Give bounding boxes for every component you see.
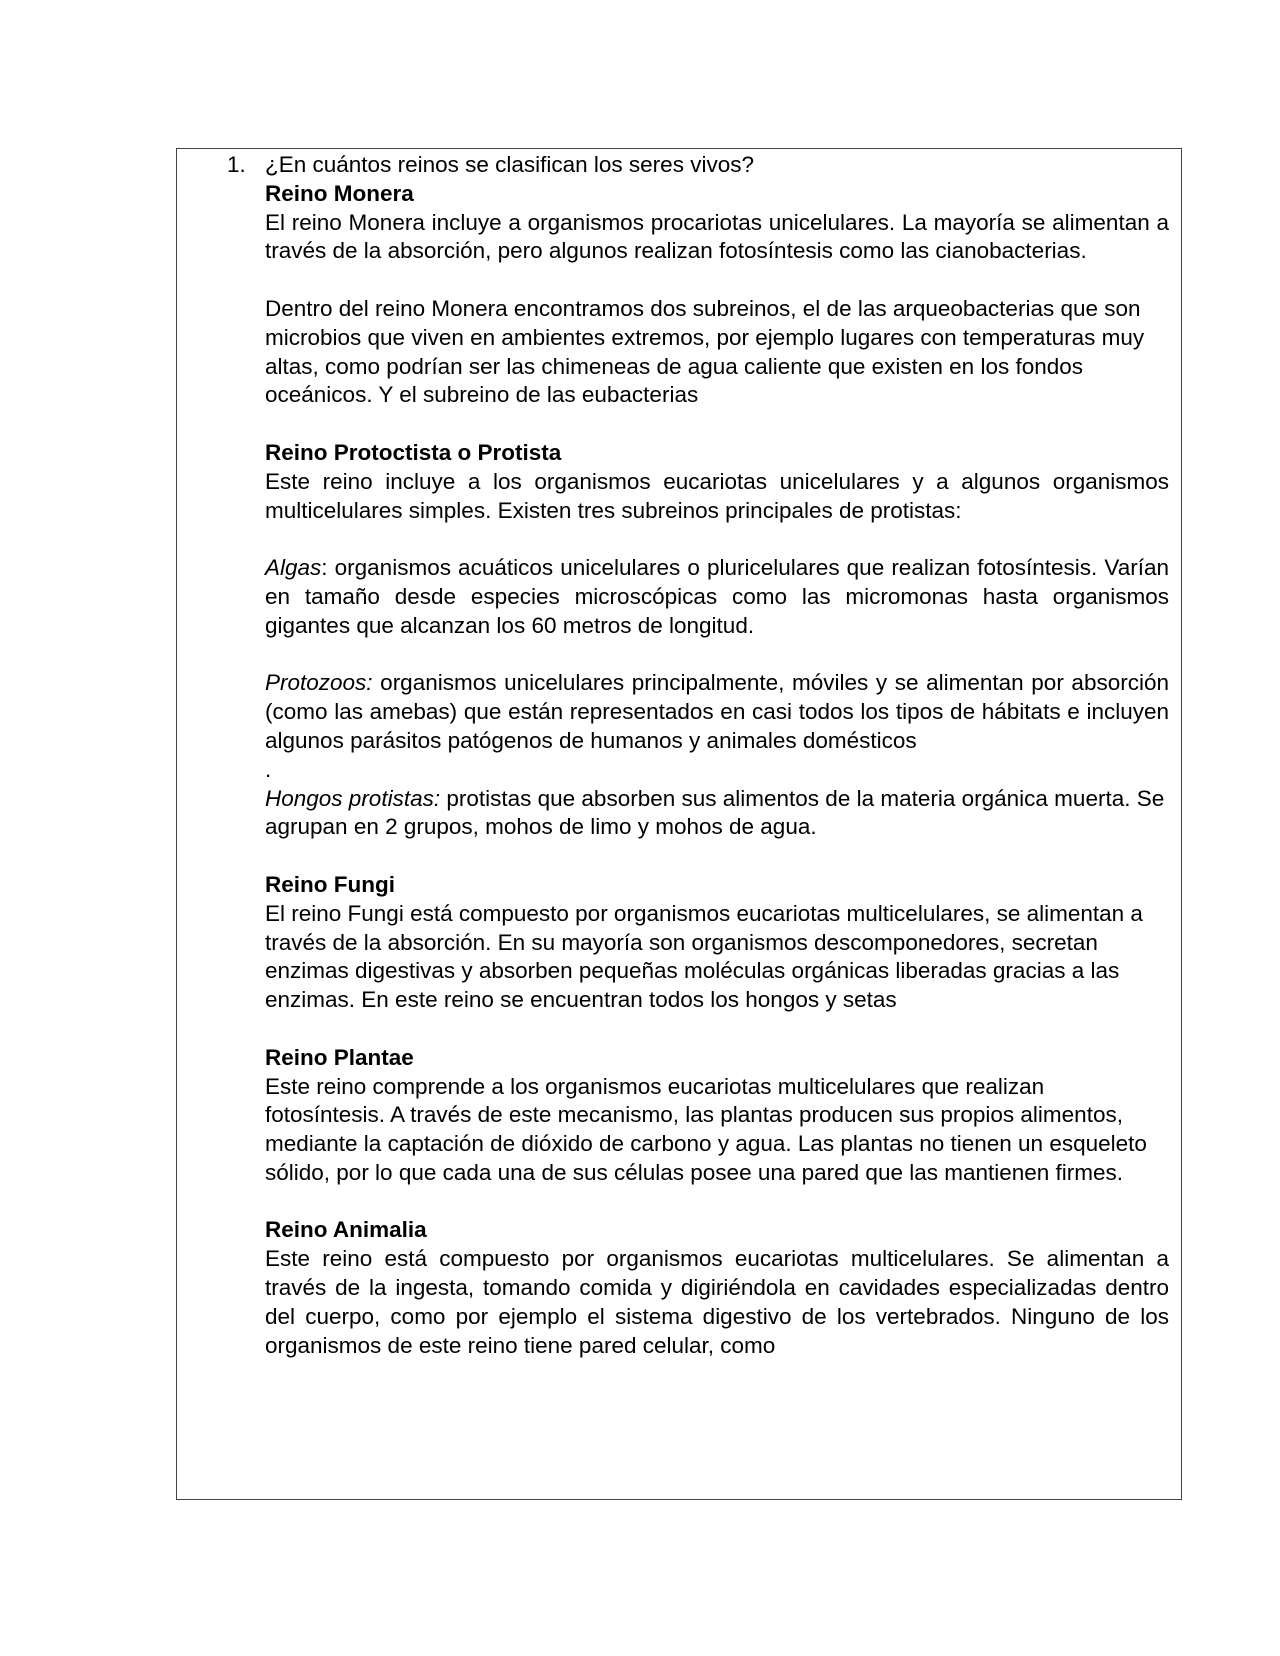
protozoos-label: Protozoos:: [265, 670, 373, 696]
fungi-heading: Reino Fungi: [265, 871, 395, 897]
protista-heading: Reino Protoctista o Protista: [265, 439, 562, 465]
protozoos-text: organismos unicelulares principalmente, móviles y se alimentan por absorción (como las amebas) que están representados en casi todos los tipos de hábitats e incluyen algunos parásitos patógenos de humanos y animales domésticos: [265, 670, 1169, 753]
algas-text: : organismos acuáticos unicelulares o pluricelulares que realizan fotosíntesis. Varían en tamaño desde especies microscópicas como las micromonas hasta organismos gigantes que alcanzan los 60 metros de longitud.: [265, 555, 1169, 638]
protista-intro: Este reino incluye a los organismos eucariotas unicelulares y a algunos organismos multicelulares simples. Existen tres subreinos principales de protistas:: [265, 468, 1169, 523]
document-table-cell: [176, 148, 1182, 1500]
protista-protozoos: [265, 669, 1169, 755]
monera-paragraph-1: El reino Monera incluye a organismos procariotas unicelulares. La mayoría se alimentan a través de la absorción, pero algunos realizan fotosíntesis como las cianobacterias.: [265, 209, 1169, 264]
question-text: ¿En cuántos reinos se clasifican los seres vivos?: [265, 152, 754, 177]
algas-label: Algas: [265, 555, 322, 581]
hongos-text: protistas que absorben sus alimentos de la materia orgánica muerta. Se agrupan en 2 grupos, mohos de limo y mohos de agua.: [265, 785, 1165, 840]
question-number: 1.: [227, 152, 246, 177]
question-line: [227, 151, 754, 180]
plantae-paragraph: Este reino comprende a los organismos eucariotas multicelulares que realizan fotosíntesis. A través de este mecanismo, las plantas producen sus propios alimentos, mediante la captación de dióxido de carbono y agua. Las plantas no tienen un esqueleto sólido, por lo que cada una de sus células posee una pared que las mantienen firmes.: [265, 1073, 1147, 1185]
hongos-label: Hongos protistas:: [265, 785, 441, 811]
monera-paragraph-2: Dentro del reino Monera encontramos dos subreinos, el de las arqueobacterias que son microbios que viven en ambientes extremos, por ejemplo lugares con temperaturas muy altas, como podrían ser las chimeneas de agua caliente que existen en los fondos oceánicos. Y el subreino de las eubacterias: [265, 295, 1145, 408]
monera-heading: Reino Monera: [265, 180, 414, 206]
protista-algas: [265, 554, 1169, 640]
animalia-heading: Reino Animalia: [265, 1217, 427, 1243]
fungi-paragraph: El reino Fungi está compuesto por organismos eucariotas multicelulares, se alimentan a través de la absorción. En su mayoría son organismos descomponedores, secretan enzimas digestivas y absorben pequeñas moléculas orgánicas liberadas gracias a las enzimas. En este reino se encuentran todos los hongos y setas: [265, 900, 1143, 1013]
plantae-heading: Reino Plantae: [265, 1044, 414, 1070]
answer-content: [265, 180, 1169, 1361]
protista-dot: .: [265, 756, 272, 782]
protista-hongos: [265, 785, 1169, 843]
animalia-paragraph: Este reino está compuesto por organismos eucariotas multicelulares. Se alimentan a través de la ingesta, tomando comida y digiriéndola en cavidades especializadas dentro del cuerpo, como por ejemplo el sistema digestivo de los vertebrados. Ninguno de los organismos de este reino tiene pared celular, como: [265, 1246, 1169, 1358]
